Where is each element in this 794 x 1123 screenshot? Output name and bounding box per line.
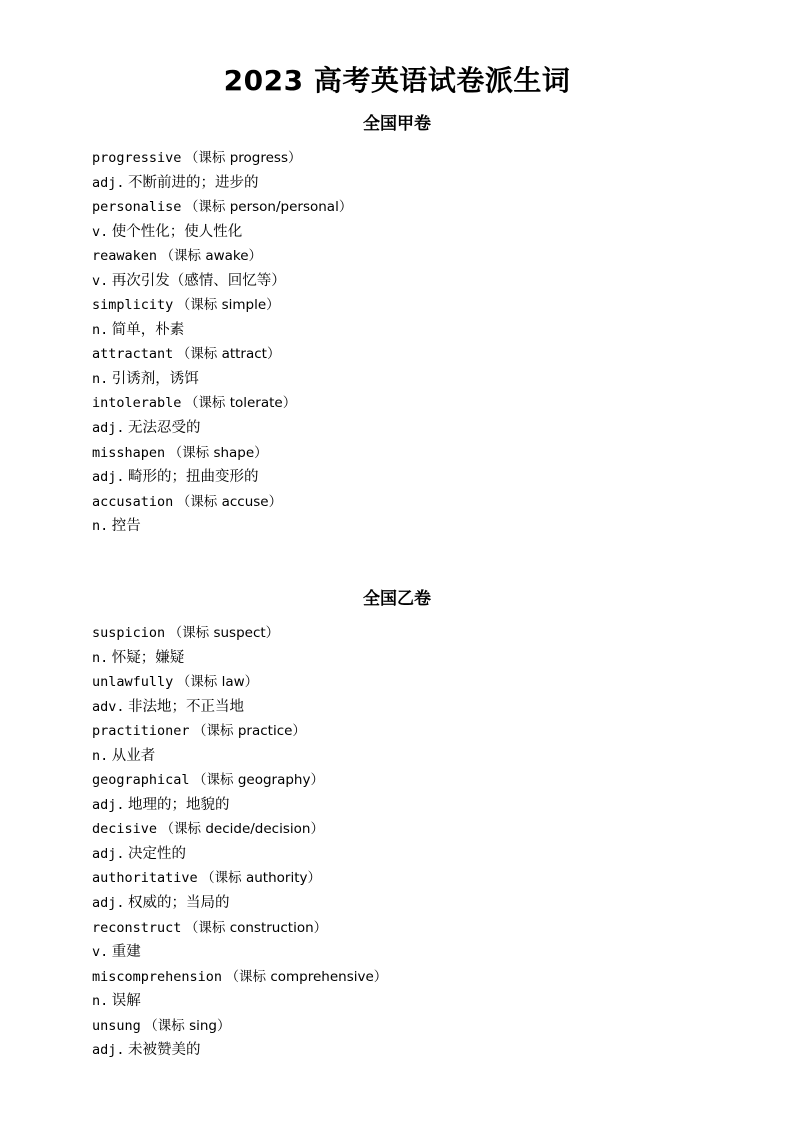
meaning-line: [92, 1038, 712, 1063]
derived-word: progressive: [92, 150, 182, 166]
section-heading-jia: 全国甲卷: [363, 114, 431, 134]
word-line: [92, 916, 712, 941]
part-of-speech: adj.: [92, 895, 125, 912]
curriculum-ref: （课标 person/personal）: [184, 199, 353, 216]
derived-word: miscomprehension: [92, 968, 223, 985]
derived-word: reconstruct: [92, 919, 182, 936]
word-line: [92, 391, 712, 416]
meaning-line: [92, 465, 712, 490]
chinese-meaning: 无法忍受的: [128, 420, 201, 437]
word-line: [92, 817, 712, 842]
chinese-meaning: 不断前进的；进步的: [128, 174, 259, 191]
section-heading-yi: 全国乙卷: [363, 589, 431, 609]
curriculum-ref: （课标 progress）: [184, 150, 302, 166]
meaning-line: [92, 744, 712, 769]
curriculum-ref: （课标 comprehensive）: [225, 968, 388, 985]
word-line: [92, 768, 712, 793]
meaning-line: [92, 646, 712, 671]
curriculum-ref: （课标 tolerate）: [184, 395, 297, 412]
word-line: [92, 621, 712, 646]
word-line: [92, 719, 712, 744]
chinese-meaning: 重建: [111, 944, 141, 961]
meaning-line: [92, 989, 712, 1014]
part-of-speech: adj.: [92, 469, 125, 486]
chinese-meaning: 非法地；不正当地: [128, 698, 245, 715]
curriculum-ref: （课标 geography）: [193, 772, 324, 789]
word-line: [92, 441, 712, 466]
part-of-speech: adj.: [92, 796, 125, 813]
curriculum-ref: （课标 authority）: [201, 870, 321, 887]
derived-word: personalise: [92, 199, 182, 216]
meaning-line: [92, 793, 712, 818]
word-line: [92, 965, 712, 990]
chinese-meaning: 决定性的: [128, 845, 187, 862]
derived-word: unlawfully: [92, 674, 174, 691]
part-of-speech: adv.: [92, 698, 125, 715]
meaning-line: [92, 940, 712, 965]
curriculum-ref: （课标 decide/decision）: [160, 821, 324, 838]
part-of-speech: n.: [92, 321, 109, 338]
chinese-meaning: 地理的；地貌的: [128, 796, 230, 813]
part-of-speech: adj.: [92, 1042, 125, 1059]
word-line: [92, 146, 712, 171]
chinese-meaning: 引诱剂，诱饵: [111, 370, 199, 387]
part-of-speech: v.: [92, 223, 109, 240]
chinese-meaning: 怀疑；嫌疑: [111, 649, 185, 666]
derived-word: unsung: [92, 1017, 141, 1034]
meaning-line: [92, 171, 712, 196]
meaning-line: [92, 842, 712, 867]
curriculum-ref: （课标 accuse）: [176, 493, 283, 510]
part-of-speech: adj.: [92, 420, 125, 437]
meaning-line: [92, 318, 712, 343]
meaning-line: [92, 416, 712, 441]
part-of-speech: adj.: [92, 845, 125, 862]
word-line: [92, 342, 712, 367]
derived-word: simplicity: [92, 297, 174, 314]
curriculum-ref: （课标 sing）: [144, 1017, 231, 1034]
part-of-speech: n.: [92, 993, 109, 1010]
derived-word: attractant: [92, 346, 174, 363]
chinese-meaning: 从业者: [111, 747, 156, 764]
chinese-meaning: 使个性化；使人性化: [111, 223, 243, 240]
chinese-meaning: 误解: [111, 993, 141, 1010]
derived-word: suspicion: [92, 625, 166, 641]
word-line: [92, 195, 712, 220]
word-line: [92, 866, 712, 891]
meaning-line: [92, 269, 712, 294]
word-line: [92, 244, 712, 269]
chinese-meaning: 控告: [111, 518, 141, 535]
part-of-speech: v.: [92, 944, 109, 961]
curriculum-ref: （课标 suspect）: [168, 625, 280, 641]
meaning-line: [92, 891, 712, 916]
derived-word: reawaken: [92, 248, 158, 265]
meaning-line: [92, 514, 712, 539]
curriculum-ref: （课标 awake）: [160, 248, 263, 265]
word-line: [92, 670, 712, 695]
chinese-meaning: 未被赞美的: [128, 1042, 201, 1059]
derived-word: misshapen: [92, 444, 166, 461]
curriculum-ref: （课标 simple）: [176, 297, 280, 314]
part-of-speech: n.: [92, 649, 109, 666]
word-line: [92, 293, 712, 318]
meaning-line: [92, 695, 712, 720]
part-of-speech: n.: [92, 370, 109, 387]
part-of-speech: adj.: [92, 174, 125, 191]
meaning-line: [92, 220, 712, 245]
derived-word: accusation: [92, 493, 174, 510]
word-line: [92, 490, 712, 515]
curriculum-ref: （课标 law）: [176, 674, 259, 691]
chinese-meaning: 再次引发（感情、回忆等）: [111, 272, 286, 289]
chinese-meaning: 权威的；当局的: [128, 895, 230, 912]
curriculum-ref: （课标 construction）: [184, 919, 328, 936]
derived-word: practitioner: [92, 723, 190, 740]
meaning-line: [92, 367, 712, 392]
word-list-yi: [92, 621, 712, 1063]
curriculum-ref: （课标 shape）: [168, 444, 268, 461]
part-of-speech: v.: [92, 272, 109, 289]
word-line: [92, 1014, 712, 1039]
derived-word: intolerable: [92, 395, 182, 412]
chinese-meaning: 简单，朴素: [111, 321, 185, 338]
part-of-speech: n.: [92, 747, 109, 764]
word-list-jia: [92, 146, 712, 539]
page-title: 2023 高考英语试卷派生词: [223, 64, 571, 97]
curriculum-ref: （课标 attract）: [176, 346, 281, 363]
derived-word: geographical: [92, 772, 190, 789]
chinese-meaning: 畸形的；扭曲变形的: [128, 469, 259, 486]
part-of-speech: n.: [92, 518, 109, 535]
derived-word: authoritative: [92, 870, 198, 887]
curriculum-ref: （课标 practice）: [193, 723, 306, 740]
derived-word: decisive: [92, 821, 158, 838]
